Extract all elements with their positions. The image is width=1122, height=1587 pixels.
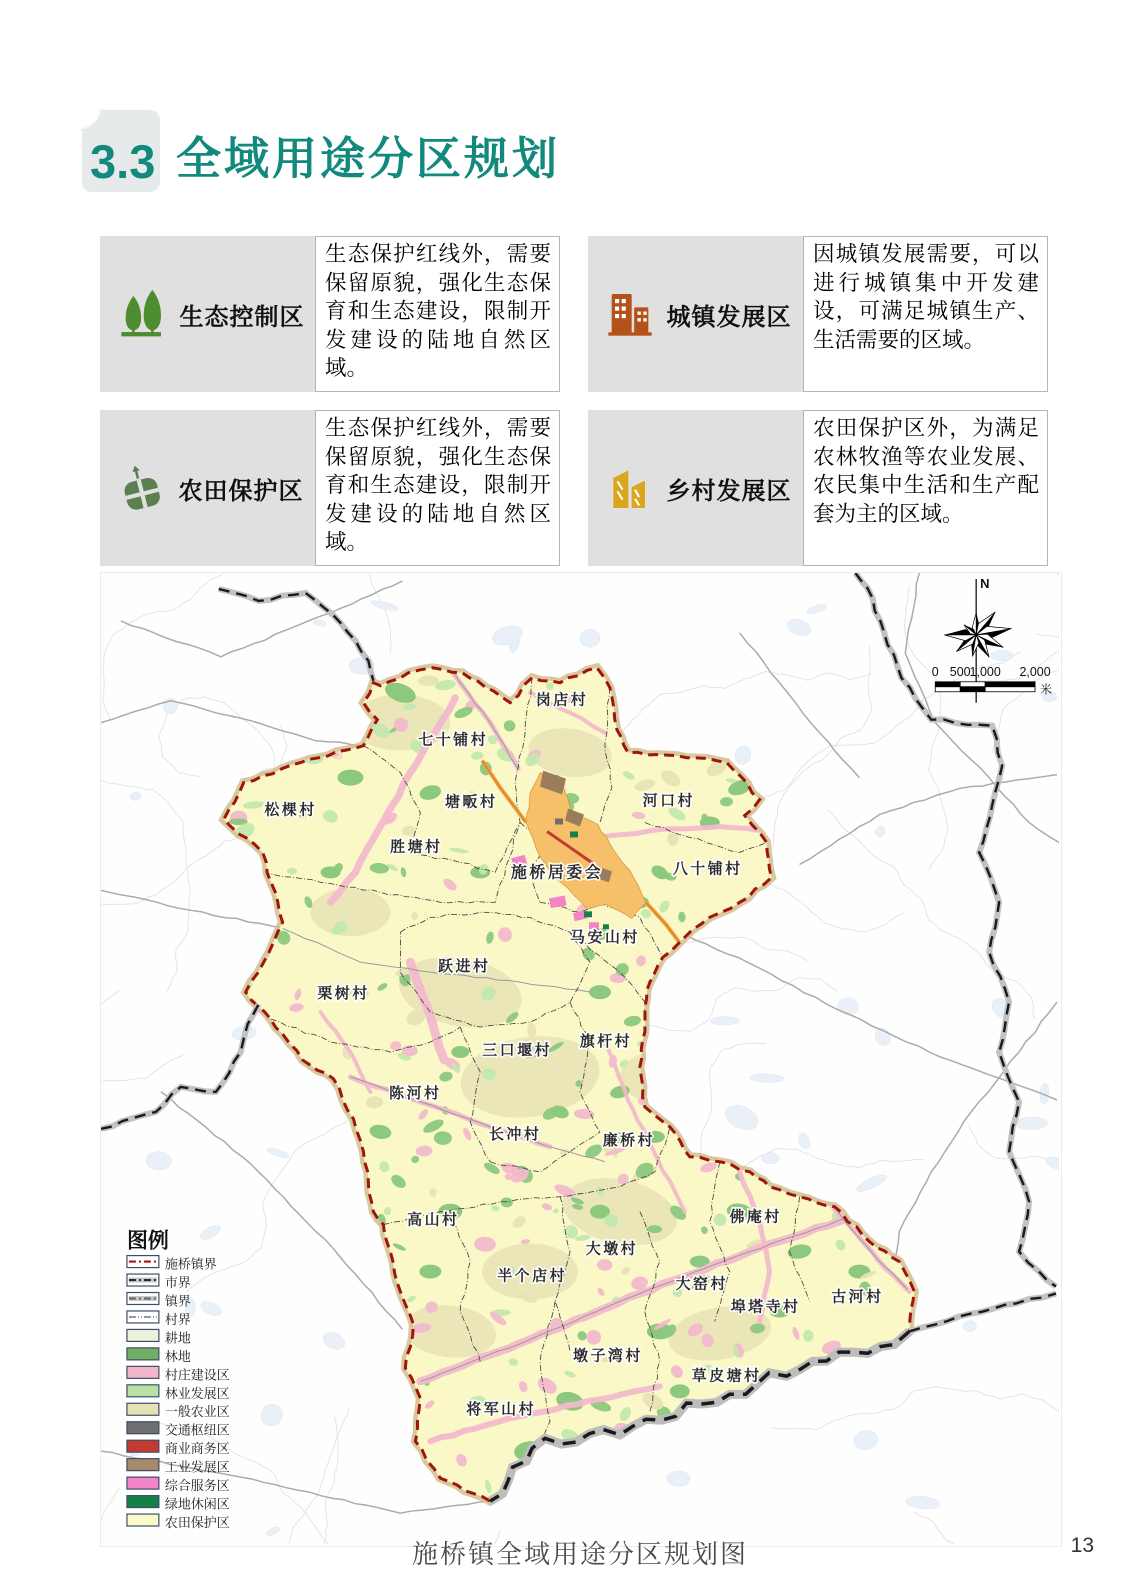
zone-card-text xyxy=(315,236,560,392)
legend-label: 绿地休闲区 xyxy=(164,1496,230,1512)
scale-cell xyxy=(935,687,960,692)
zone-card-description: 农田保护区外，为满足农林牧渔等农业发展、农民集中生活和生产配套为主的区域。 xyxy=(813,416,1039,526)
transport-hub-patch xyxy=(555,819,563,825)
scale-cell xyxy=(985,682,1035,687)
zone-card-label: 农田保护区 xyxy=(178,477,304,505)
village-label: 八十铺村 xyxy=(672,861,743,878)
green-leisure-patch xyxy=(570,831,578,837)
water-patch xyxy=(991,650,1013,661)
legend-label: 林地 xyxy=(164,1348,191,1364)
forest-patch xyxy=(589,985,611,999)
zone-card-left xyxy=(100,410,315,566)
legend-label: 农田保护区 xyxy=(164,1515,230,1531)
green-leisure-patch xyxy=(584,911,592,917)
scale-tick: 2,000 xyxy=(1019,664,1051,679)
zone-card-text xyxy=(803,410,1048,566)
village-label: 古河村 xyxy=(831,1289,884,1306)
zone-card-left xyxy=(588,410,803,566)
zone-cards xyxy=(100,236,1048,566)
legend-swatch xyxy=(127,1514,159,1526)
village-label: 马安山村 xyxy=(570,930,640,947)
page-title: 全域用途分区规划 xyxy=(176,133,561,184)
legend-swatch xyxy=(127,1366,159,1378)
village-label: 七十铺村 xyxy=(418,732,489,749)
scale-cell xyxy=(960,682,985,687)
legend-swatch xyxy=(127,1459,159,1471)
village-label: 栗树村 xyxy=(317,986,370,1003)
zone-card-left xyxy=(100,236,315,392)
village-label: 半个店村 xyxy=(497,1268,567,1285)
legend-label: 镇界 xyxy=(164,1293,191,1309)
map-caption: 施桥镇全域用途分区规划图 xyxy=(411,1539,748,1569)
zoning-map xyxy=(100,572,1062,1547)
legend-label: 村庄建设区 xyxy=(164,1367,230,1383)
legend-label: 林业发展区 xyxy=(164,1385,230,1401)
agri-zone-patch xyxy=(311,888,391,936)
village-label: 旗杆村 xyxy=(579,1034,633,1051)
legend-label: 一般农业区 xyxy=(164,1404,230,1420)
legend-swatch xyxy=(127,1477,159,1489)
village-label: 施桥居委会 xyxy=(510,864,604,882)
zone-card-farmland xyxy=(100,410,560,566)
zone-card-label: 生态控制区 xyxy=(179,303,305,331)
village-label: 草皮塘村 xyxy=(691,1368,762,1385)
village-label: 将军山村 xyxy=(466,1402,537,1419)
legend-swatch xyxy=(127,1329,159,1341)
forest-patch xyxy=(338,770,364,786)
legend-title: 图例 xyxy=(126,1228,169,1253)
forest-patch xyxy=(419,1265,441,1279)
zone-card-label: 城镇发展区 xyxy=(666,303,792,331)
village-label: 大窑村 xyxy=(675,1276,728,1293)
legend-label: 商业商务区 xyxy=(164,1441,230,1457)
village-label: 跃进村 xyxy=(438,959,491,976)
legend-swatch xyxy=(127,1422,159,1434)
zone-card-text xyxy=(803,236,1048,392)
village-label: 廉桥村 xyxy=(602,1132,656,1149)
legend-label: 村界 xyxy=(164,1311,191,1327)
village-label: 陈河村 xyxy=(389,1085,442,1102)
village-label: 松棵村 xyxy=(264,802,317,819)
scale-tick: 500 xyxy=(949,664,971,679)
section-header xyxy=(82,108,1042,203)
scale-unit: 米 xyxy=(1040,682,1053,697)
scale-cell xyxy=(935,682,960,687)
legend-label: 综合服务区 xyxy=(164,1478,230,1494)
village-label: 佛庵村 xyxy=(729,1209,782,1226)
zone-card-eco-control xyxy=(100,236,560,392)
zoning-map-svg xyxy=(101,573,1059,1544)
folded-corner xyxy=(81,109,103,131)
legend-swatch xyxy=(127,1496,159,1508)
page-number: 13 xyxy=(1070,1534,1094,1557)
zone-card-left xyxy=(588,236,803,392)
village-label: 三口堰村 xyxy=(482,1043,553,1060)
village-label: 长冲村 xyxy=(488,1126,542,1143)
zone-card-description: 因城镇发展需要，可以进行城镇集中开发建设，可满足城镇生产、生活需要的区域。 xyxy=(813,242,1039,352)
zone-card-town-dev xyxy=(588,236,1048,392)
scale-tick: 0 xyxy=(931,664,939,679)
farmland-icon xyxy=(112,458,172,518)
legend-swatch xyxy=(127,1348,159,1360)
legend-label: 交通枢纽区 xyxy=(164,1422,230,1438)
legend-label: 耕地 xyxy=(164,1330,191,1346)
village-label: 塘畈村 xyxy=(445,794,498,811)
forest-patch xyxy=(451,1046,469,1058)
zone-card-label: 乡村发展区 xyxy=(666,477,792,505)
legend-swatch xyxy=(127,1440,159,1452)
legend-swatch xyxy=(127,1403,159,1415)
scale-cell xyxy=(985,687,1035,692)
north-letter: N xyxy=(980,575,990,591)
trees-icon xyxy=(111,283,173,345)
village-label: 岗店村 xyxy=(535,692,589,709)
zone-card-description: 生态保护红线外，需要保留原貌，强化生态保育和生态建设，限制开发建设的陆地自然区域。 xyxy=(325,242,551,381)
village-label: 大墩村 xyxy=(585,1241,639,1258)
legend-swatch xyxy=(127,1385,159,1397)
legend-label: 市界 xyxy=(164,1275,191,1291)
legend-label: 施桥镇界 xyxy=(164,1256,217,1272)
village-label: 河口村 xyxy=(642,793,695,810)
scale-tick: 1,000 xyxy=(969,664,1001,679)
scale-cell xyxy=(960,687,985,692)
service-patch xyxy=(589,922,599,929)
zone-card-description: 生态保护红线外，需要保留原貌，强化生态保育和生态建设，限制开发建设的陆地自然区域。 xyxy=(325,416,551,555)
zone-card-rural-dev xyxy=(588,410,1048,566)
village-buildings-icon xyxy=(600,458,660,518)
village-label: 埠塔寺村 xyxy=(730,1299,801,1316)
green-leisure-patch xyxy=(603,924,609,929)
village-label: 墩子湾村 xyxy=(573,1348,643,1365)
zone-card-text xyxy=(315,410,560,566)
village-label: 胜塘村 xyxy=(390,839,443,856)
legend-label: 工业发展区 xyxy=(164,1459,230,1475)
forest-patch xyxy=(670,1384,690,1398)
village-label: 高山村 xyxy=(407,1212,460,1229)
town-buildings-icon xyxy=(600,284,660,344)
section-number: 3.3 xyxy=(90,135,156,188)
